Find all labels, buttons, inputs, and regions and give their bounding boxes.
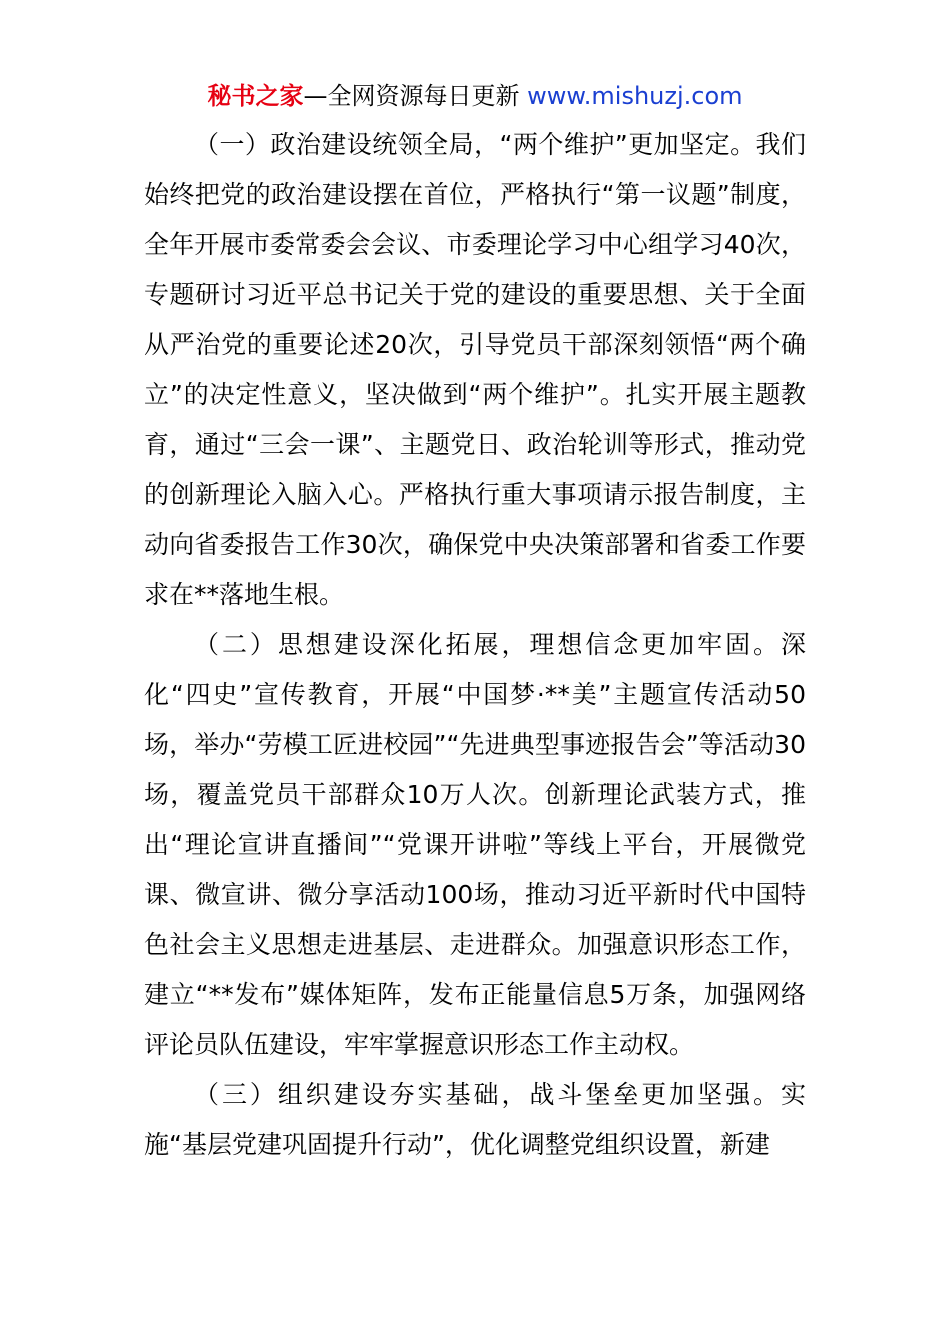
document-body (144, 120, 806, 1170)
header-tagline: —全网资源每日更新 (303, 82, 528, 110)
brand-name: 秘书之家 (207, 82, 304, 110)
paragraph-ideological-building: （二）思想建设深化拓展，理想信念更加牢固。深化“四史”宣传教育，开展“中国梦·**美”主题宣传活动50场，举办“劳模工匠进校园”“先进典型事迹报告会”等活动30场，覆盖党员干部群众10万人次。创新理论武装方式，推出“理论宣讲直播间”“党课开讲啦”等线上平台，开展微党课、微宣讲、微分享活动100场，推动习近平新时代中国特色社会主义思想走进基层、走进群众。加强意识形态工作，建立“**发布”媒体矩阵，发布正能量信息5万条，加强网络评论员队伍建设，牢牢掌握意识形态工作主动权。 (144, 630, 806, 1059)
site-url-link[interactable]: www.mishuzj.com (527, 82, 743, 110)
paragraph-organizational-building: （三）组织建设夯实基础，战斗堡垒更加坚强。实施“基层党建巩固提升行动”，优化调整党组织设置，新建 (144, 1080, 806, 1159)
site-header (0, 80, 950, 112)
paragraph-political-building: （一）政治建设统领全局，“两个维护”更加坚定。我们始终把党的政治建设摆在首位，严格执行“第一议题”制度，全年开展市委常委会会议、市委理论学习中心组学习40次，专题研讨习近平总书记关于党的建设的重要思想、关于全面从严治党的重要论述20次，引导党员干部深刻领悟“两个确立”的决定性意义，坚决做到“两个维护”。扎实开展主题教育，通过“三会一课”、主题党日、政治轮训等形式，推动党的创新理论入脑入心。严格执行重大事项请示报告制度，主动向省委报告工作30次，确保党中央决策部署和省委工作要求在**落地生根。 (144, 130, 806, 609)
